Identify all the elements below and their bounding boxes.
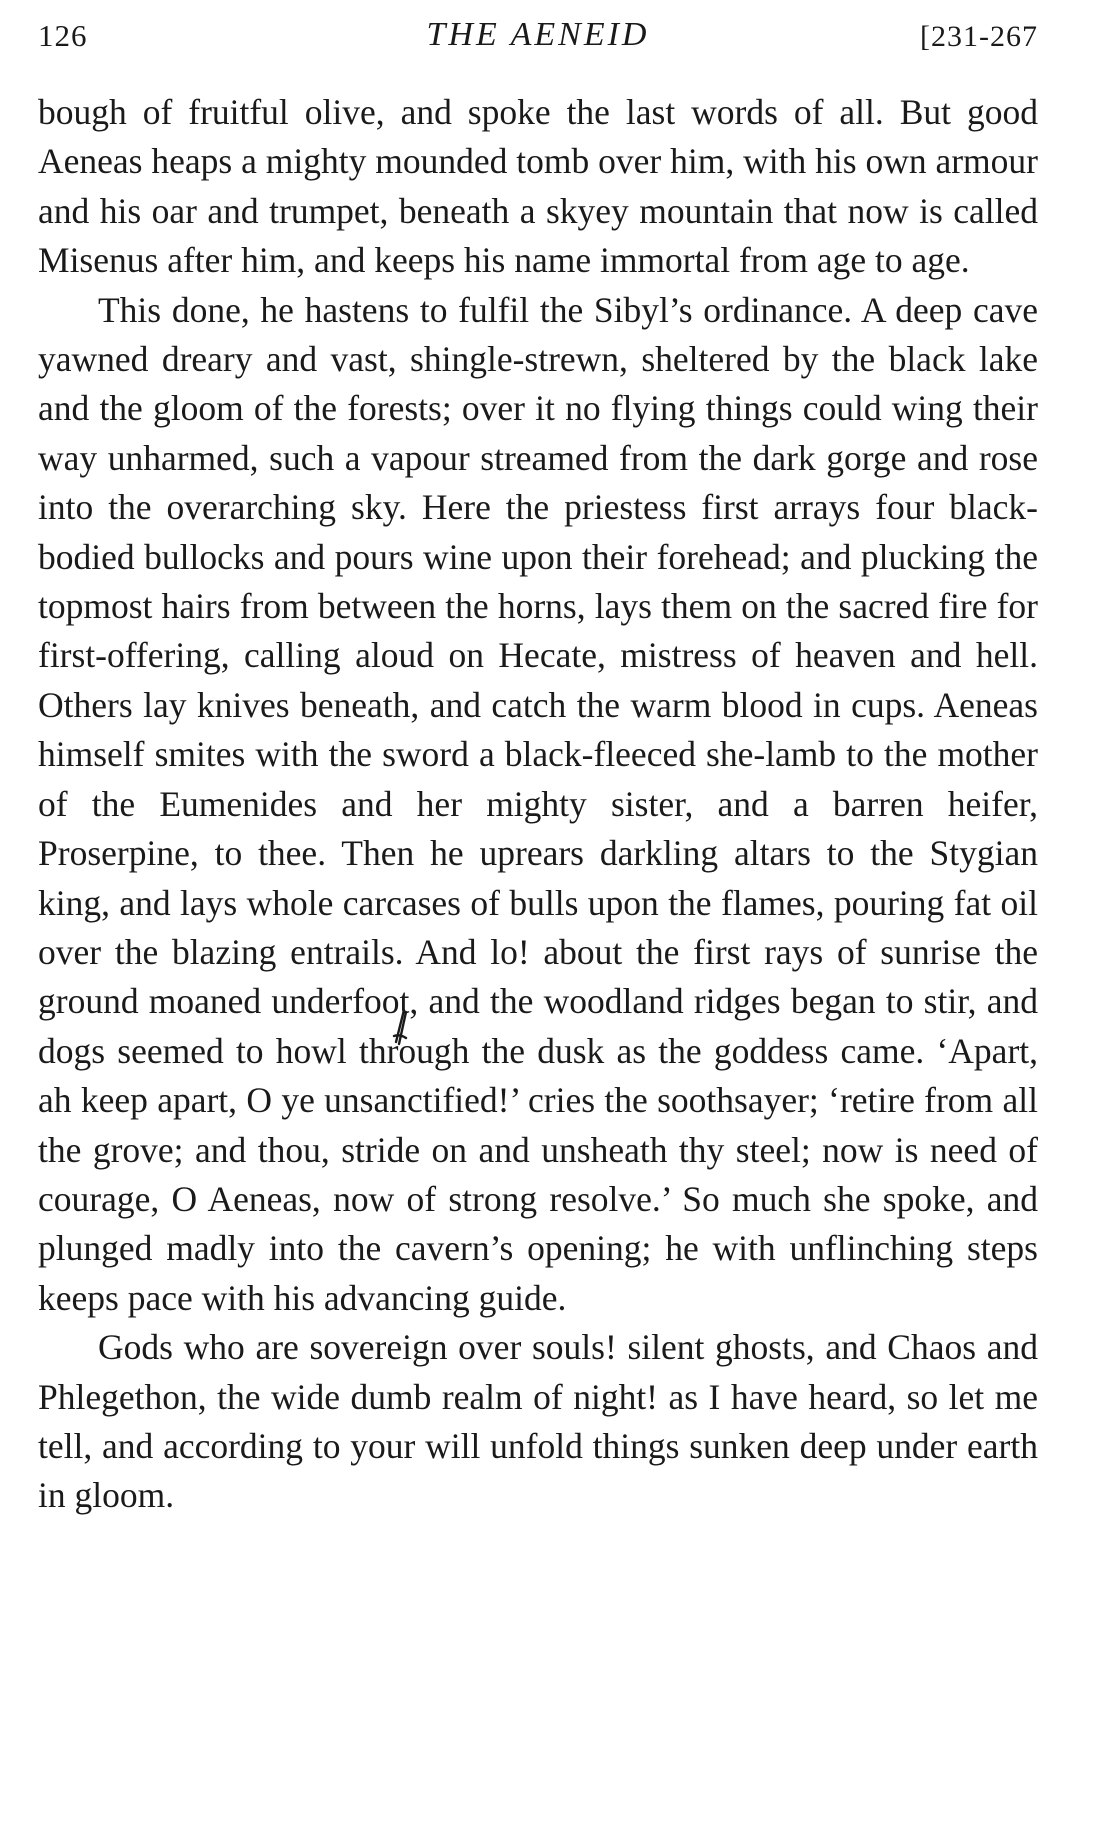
handwritten-section-mark (392, 1008, 408, 1066)
running-title: THE AENEID (426, 16, 650, 53)
body-text (38, 88, 1038, 1521)
paragraph-misenus-tomb: bough of fruitful olive, and spoke the last words of all. But good Aeneas heaps a mighty mounded tomb over him, with his own armour and his oar and trumpet, beneath a skyey mountain that now is called Misenus after him, and keeps his name immortal from age to age. (38, 92, 1038, 281)
paragraph-sacrifice: This done, he hastens to fulfil the Sibyl’s ordinance. A deep cave yawned dreary and vast, shingle-strewn, sheltered by the black lake and the gloom of the forests; over it no flying things could wing their way unharmed, such a vapour streamed from the dark gorge and rose into the overarching sky. Here the priestess first arrays four black-bodied bullocks and pours wine upon their forehead; and plucking the topmost hairs from between the horns, lays them on the sacred fire for first-offering, calling aloud on Hecate, mistress of heaven and hell. Others lay knives beneath, and catch the warm blood in cups. Aeneas himself smites with the sword a black-fleeced she-lamb to the mother of the Eumenides and her mighty sister, and a barren heifer, Proserpine, to thee. Then he uprears darkling altars to the Stygian king, and lays whole carcases of bulls upon the flames, pouring fat oil over the blazing entrails. And lo! about the first rays of sunrise the ground moaned underfoot, and the woodland ridges began to stir, and dogs seemed to howl through the dusk as the goddess came. ‘Apart, ah keep apart, O ye unsanctified!’ cries the soothsayer; ‘retire from all the grove; and thou, stride on and unsheath thy steel; now is need of courage, O Aeneas, now of strong resolve.’ So much she spoke, and plunged madly into the cavern’s opening; he with unflinching steps keeps pace with his advancing guide. (38, 289, 1038, 1318)
line-range: [231-267 (920, 20, 1038, 53)
page-number: 126 (38, 18, 88, 53)
paragraph-invocation: Gods who are sovereign over souls! silent ghosts, and Chaos and Phlegethon, the wide dumb realm of night! as I have heard, so let me tell, and according to your will unfold things sunken deep under earth in gloom. (38, 1327, 1038, 1516)
running-head (38, 14, 1038, 64)
